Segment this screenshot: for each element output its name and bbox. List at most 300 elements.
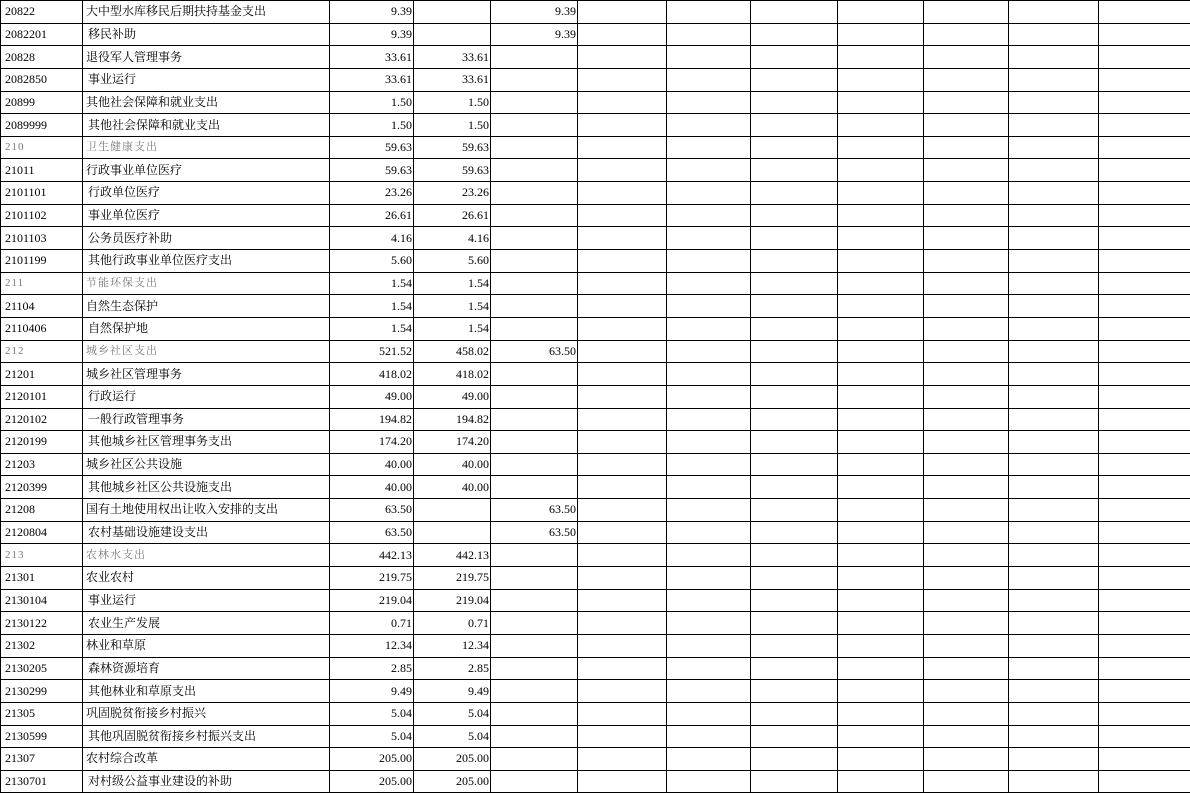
cell-empty [1099, 23, 1190, 46]
cell-fund-budget [491, 770, 578, 793]
table-body [1, 1, 1190, 793]
cell-empty [1099, 657, 1190, 680]
cell-general-budget: 4.16 [414, 227, 491, 250]
cell-name: 城乡社区支出 [83, 340, 330, 363]
cell-code: 2101101 [1, 182, 83, 205]
cell-empty [1099, 408, 1190, 431]
cell-empty [578, 114, 667, 137]
cell-empty [838, 385, 924, 408]
cell-empty [924, 114, 1009, 137]
cell-general-budget: 1.50 [414, 114, 491, 137]
table-row [1, 182, 1190, 205]
cell-empty [751, 363, 838, 386]
cell-empty [1009, 499, 1099, 522]
cell-empty [578, 453, 667, 476]
cell-empty [1009, 725, 1099, 748]
cell-empty [1099, 1, 1190, 24]
cell-empty [667, 114, 751, 137]
cell-empty [667, 1, 751, 24]
cell-empty [1099, 227, 1190, 250]
cell-empty [924, 544, 1009, 567]
cell-total: 205.00 [330, 748, 414, 771]
cell-fund-budget [491, 748, 578, 771]
cell-empty [838, 634, 924, 657]
cell-empty [667, 385, 751, 408]
cell-code: 211 [1, 272, 83, 295]
cell-general-budget: 33.61 [414, 46, 491, 69]
table-row [1, 46, 1190, 69]
cell-empty [838, 317, 924, 340]
cell-general-budget: 205.00 [414, 770, 491, 793]
cell-code: 2120102 [1, 408, 83, 431]
cell-empty [1099, 702, 1190, 725]
cell-empty [578, 748, 667, 771]
cell-empty [1099, 476, 1190, 499]
cell-empty [578, 725, 667, 748]
cell-total: 442.13 [330, 544, 414, 567]
cell-empty [1009, 23, 1099, 46]
cell-empty [578, 136, 667, 159]
cell-general-budget: 9.49 [414, 680, 491, 703]
cell-empty [578, 770, 667, 793]
cell-fund-budget: 63.50 [491, 340, 578, 363]
cell-name: 卫生健康支出 [83, 136, 330, 159]
cell-fund-budget [491, 159, 578, 182]
cell-empty [1099, 204, 1190, 227]
cell-general-budget: 5.04 [414, 702, 491, 725]
cell-name: 事业运行 [83, 589, 330, 612]
cell-empty [751, 317, 838, 340]
cell-empty [578, 295, 667, 318]
cell-empty [1099, 453, 1190, 476]
cell-empty [667, 23, 751, 46]
cell-empty [838, 748, 924, 771]
cell-name: 其他社会保障和就业支出 [83, 91, 330, 114]
cell-fund-budget [491, 68, 578, 91]
cell-total: 59.63 [330, 159, 414, 182]
cell-empty [751, 567, 838, 590]
cell-total: 0.71 [330, 612, 414, 635]
cell-empty [667, 363, 751, 386]
table-row [1, 499, 1190, 522]
cell-empty [578, 23, 667, 46]
cell-empty [1099, 634, 1190, 657]
cell-empty [578, 702, 667, 725]
table-row [1, 91, 1190, 114]
cell-fund-budget [491, 114, 578, 137]
cell-empty [578, 204, 667, 227]
cell-empty [1009, 227, 1099, 250]
cell-empty [1099, 340, 1190, 363]
cell-empty [578, 250, 667, 273]
cell-empty [924, 657, 1009, 680]
cell-fund-budget [491, 680, 578, 703]
cell-total: 59.63 [330, 136, 414, 159]
cell-fund-budget [491, 204, 578, 227]
cell-empty [578, 363, 667, 386]
cell-code: 20899 [1, 91, 83, 114]
cell-empty [667, 499, 751, 522]
cell-empty [751, 680, 838, 703]
cell-empty [667, 680, 751, 703]
cell-general-budget: 49.00 [414, 385, 491, 408]
table-row [1, 340, 1190, 363]
cell-empty [924, 634, 1009, 657]
cell-empty [924, 340, 1009, 363]
cell-empty [751, 159, 838, 182]
cell-empty [924, 46, 1009, 69]
cell-general-budget [414, 23, 491, 46]
cell-code: 20828 [1, 46, 83, 69]
cell-empty [924, 748, 1009, 771]
cell-code: 2120199 [1, 431, 83, 454]
cell-empty [667, 408, 751, 431]
cell-empty [578, 182, 667, 205]
cell-empty [1099, 770, 1190, 793]
cell-general-budget: 194.82 [414, 408, 491, 431]
cell-empty [578, 159, 667, 182]
cell-general-budget: 40.00 [414, 453, 491, 476]
table-row [1, 250, 1190, 273]
cell-total: 9.49 [330, 680, 414, 703]
cell-empty [578, 408, 667, 431]
cell-code: 210 [1, 136, 83, 159]
cell-total: 26.61 [330, 204, 414, 227]
cell-empty [751, 250, 838, 273]
cell-empty [578, 544, 667, 567]
cell-empty [1099, 499, 1190, 522]
cell-empty [667, 612, 751, 635]
cell-empty [751, 544, 838, 567]
cell-name: 其他林业和草原支出 [83, 680, 330, 703]
cell-empty [751, 408, 838, 431]
cell-name: 巩固脱贫衔接乡村振兴 [83, 702, 330, 725]
cell-empty [1009, 680, 1099, 703]
cell-fund-budget [491, 544, 578, 567]
cell-empty [838, 159, 924, 182]
table-row [1, 295, 1190, 318]
cell-empty [1009, 182, 1099, 205]
cell-empty [1099, 91, 1190, 114]
cell-empty [1099, 431, 1190, 454]
cell-empty [924, 227, 1009, 250]
cell-empty [1099, 680, 1190, 703]
cell-empty [667, 544, 751, 567]
cell-total: 9.39 [330, 1, 414, 24]
cell-fund-budget [491, 408, 578, 431]
cell-name: 公务员医疗补助 [83, 227, 330, 250]
cell-empty [924, 589, 1009, 612]
cell-code: 21305 [1, 702, 83, 725]
cell-total: 1.54 [330, 295, 414, 318]
cell-empty [838, 702, 924, 725]
cell-total: 1.50 [330, 91, 414, 114]
cell-fund-budget [491, 182, 578, 205]
table-row [1, 227, 1190, 250]
cell-empty [838, 250, 924, 273]
cell-total: 219.75 [330, 567, 414, 590]
cell-empty [1009, 295, 1099, 318]
cell-general-budget: 174.20 [414, 431, 491, 454]
cell-empty [924, 476, 1009, 499]
cell-empty [667, 250, 751, 273]
cell-empty [751, 204, 838, 227]
cell-code: 2120101 [1, 385, 83, 408]
table-row [1, 544, 1190, 567]
table-row [1, 612, 1190, 635]
cell-general-budget: 5.04 [414, 725, 491, 748]
table-row [1, 114, 1190, 137]
cell-empty [1009, 567, 1099, 590]
cell-general-budget: 1.54 [414, 317, 491, 340]
cell-name: 森林资源培育 [83, 657, 330, 680]
cell-name: 大中型水库移民后期扶持基金支出 [83, 1, 330, 24]
cell-name: 事业运行 [83, 68, 330, 91]
cell-empty [667, 182, 751, 205]
cell-code: 2089999 [1, 114, 83, 137]
cell-code: 2130205 [1, 657, 83, 680]
cell-fund-budget [491, 227, 578, 250]
cell-total: 63.50 [330, 521, 414, 544]
cell-empty [838, 521, 924, 544]
cell-empty [1099, 159, 1190, 182]
cell-empty [924, 363, 1009, 386]
cell-empty [667, 770, 751, 793]
cell-code: 21203 [1, 453, 83, 476]
cell-empty [1099, 272, 1190, 295]
cell-empty [838, 1, 924, 24]
cell-fund-budget [491, 385, 578, 408]
cell-code: 21301 [1, 567, 83, 590]
cell-empty [751, 385, 838, 408]
cell-total: 174.20 [330, 431, 414, 454]
cell-general-budget: 1.50 [414, 91, 491, 114]
cell-empty [1009, 250, 1099, 273]
cell-fund-budget [491, 250, 578, 273]
cell-empty [578, 634, 667, 657]
cell-empty [924, 272, 1009, 295]
cell-fund-budget [491, 317, 578, 340]
cell-empty [838, 544, 924, 567]
cell-name: 一般行政管理事务 [83, 408, 330, 431]
cell-empty [578, 589, 667, 612]
cell-empty [1099, 589, 1190, 612]
cell-code: 2130701 [1, 770, 83, 793]
cell-total: 1.50 [330, 114, 414, 137]
cell-general-budget: 1.54 [414, 272, 491, 295]
cell-code: 21307 [1, 748, 83, 771]
cell-name: 退役军人管理事务 [83, 46, 330, 69]
cell-fund-budget [491, 612, 578, 635]
cell-name: 国有土地使用权出让收入安排的支出 [83, 499, 330, 522]
cell-fund-budget [491, 431, 578, 454]
cell-empty [838, 680, 924, 703]
cell-total: 219.04 [330, 589, 414, 612]
cell-empty [751, 68, 838, 91]
cell-empty [667, 295, 751, 318]
cell-fund-budget [491, 453, 578, 476]
cell-empty [667, 476, 751, 499]
cell-name: 农业生产发展 [83, 612, 330, 635]
cell-empty [1009, 136, 1099, 159]
cell-total: 418.02 [330, 363, 414, 386]
cell-fund-budget [491, 589, 578, 612]
table-row [1, 23, 1190, 46]
cell-empty [924, 23, 1009, 46]
cell-code: 21104 [1, 295, 83, 318]
cell-empty [924, 680, 1009, 703]
cell-empty [1099, 521, 1190, 544]
cell-empty [924, 431, 1009, 454]
cell-empty [924, 159, 1009, 182]
cell-general-budget: 1.54 [414, 295, 491, 318]
cell-fund-budget [491, 634, 578, 657]
cell-empty [1009, 657, 1099, 680]
cell-empty [838, 295, 924, 318]
cell-empty [838, 182, 924, 205]
cell-total: 5.04 [330, 702, 414, 725]
cell-empty [667, 725, 751, 748]
cell-empty [1009, 544, 1099, 567]
cell-general-budget: 33.61 [414, 68, 491, 91]
cell-empty [578, 385, 667, 408]
cell-general-budget: 59.63 [414, 136, 491, 159]
cell-empty [924, 250, 1009, 273]
cell-total: 521.52 [330, 340, 414, 363]
cell-empty [751, 1, 838, 24]
table-row [1, 589, 1190, 612]
cell-empty [838, 453, 924, 476]
cell-empty [578, 499, 667, 522]
cell-name: 其他行政事业单位医疗支出 [83, 250, 330, 273]
cell-empty [578, 476, 667, 499]
table-row [1, 272, 1190, 295]
cell-total: 49.00 [330, 385, 414, 408]
cell-empty [667, 748, 751, 771]
cell-empty [1009, 159, 1099, 182]
cell-fund-budget: 63.50 [491, 521, 578, 544]
cell-name: 节能环保支出 [83, 272, 330, 295]
cell-general-budget: 0.71 [414, 612, 491, 635]
cell-empty [838, 408, 924, 431]
cell-name: 自然保护地 [83, 317, 330, 340]
cell-general-budget: 442.13 [414, 544, 491, 567]
cell-fund-budget: 9.39 [491, 23, 578, 46]
cell-empty [1009, 317, 1099, 340]
cell-total: 40.00 [330, 453, 414, 476]
cell-empty [838, 114, 924, 137]
cell-name: 城乡社区管理事务 [83, 363, 330, 386]
cell-empty [924, 702, 1009, 725]
cell-empty [1009, 272, 1099, 295]
cell-empty [1009, 634, 1099, 657]
table-row [1, 136, 1190, 159]
cell-empty [1099, 295, 1190, 318]
cell-empty [751, 91, 838, 114]
cell-name: 其他社会保障和就业支出 [83, 114, 330, 137]
cell-empty [751, 114, 838, 137]
cell-empty [838, 657, 924, 680]
table-row [1, 634, 1190, 657]
cell-empty [838, 46, 924, 69]
cell-general-budget: 59.63 [414, 159, 491, 182]
cell-empty [924, 521, 1009, 544]
cell-total: 40.00 [330, 476, 414, 499]
cell-code: 2130299 [1, 680, 83, 703]
cell-empty [1099, 136, 1190, 159]
cell-empty [838, 136, 924, 159]
cell-general-budget: 458.02 [414, 340, 491, 363]
cell-empty [924, 295, 1009, 318]
cell-total: 1.54 [330, 272, 414, 295]
cell-empty [1099, 725, 1190, 748]
table-row [1, 385, 1190, 408]
cell-general-budget [414, 521, 491, 544]
cell-empty [1099, 68, 1190, 91]
table-row [1, 204, 1190, 227]
cell-empty [578, 612, 667, 635]
cell-fund-budget [491, 567, 578, 590]
cell-empty [1009, 702, 1099, 725]
cell-empty [838, 68, 924, 91]
cell-general-budget: 2.85 [414, 657, 491, 680]
cell-empty [838, 499, 924, 522]
cell-general-budget: 219.75 [414, 567, 491, 590]
cell-general-budget [414, 499, 491, 522]
cell-empty [1009, 114, 1099, 137]
cell-code: 2082201 [1, 23, 83, 46]
cell-empty [1009, 748, 1099, 771]
cell-empty [751, 702, 838, 725]
cell-empty [924, 453, 1009, 476]
cell-code: 2130599 [1, 725, 83, 748]
table-row [1, 657, 1190, 680]
cell-empty [667, 431, 751, 454]
cell-empty [1009, 385, 1099, 408]
cell-empty [838, 612, 924, 635]
cell-empty [1009, 91, 1099, 114]
cell-empty [1009, 770, 1099, 793]
cell-empty [751, 23, 838, 46]
cell-empty [1099, 46, 1190, 69]
table-row [1, 567, 1190, 590]
cell-empty [838, 770, 924, 793]
cell-total: 9.39 [330, 23, 414, 46]
cell-name: 移民补助 [83, 23, 330, 46]
cell-empty [578, 91, 667, 114]
cell-empty [838, 227, 924, 250]
cell-general-budget: 12.34 [414, 634, 491, 657]
cell-empty [1009, 68, 1099, 91]
cell-empty [667, 340, 751, 363]
cell-empty [1009, 408, 1099, 431]
cell-fund-budget [491, 91, 578, 114]
table-row [1, 748, 1190, 771]
table-row [1, 363, 1190, 386]
table-row [1, 317, 1190, 340]
cell-fund-budget [491, 295, 578, 318]
cell-empty [1009, 612, 1099, 635]
cell-empty [751, 499, 838, 522]
cell-general-budget: 205.00 [414, 748, 491, 771]
table-row [1, 159, 1190, 182]
cell-name: 行政单位医疗 [83, 182, 330, 205]
cell-empty [838, 363, 924, 386]
cell-empty [751, 612, 838, 635]
table-row [1, 725, 1190, 748]
table-row [1, 431, 1190, 454]
cell-empty [1099, 114, 1190, 137]
